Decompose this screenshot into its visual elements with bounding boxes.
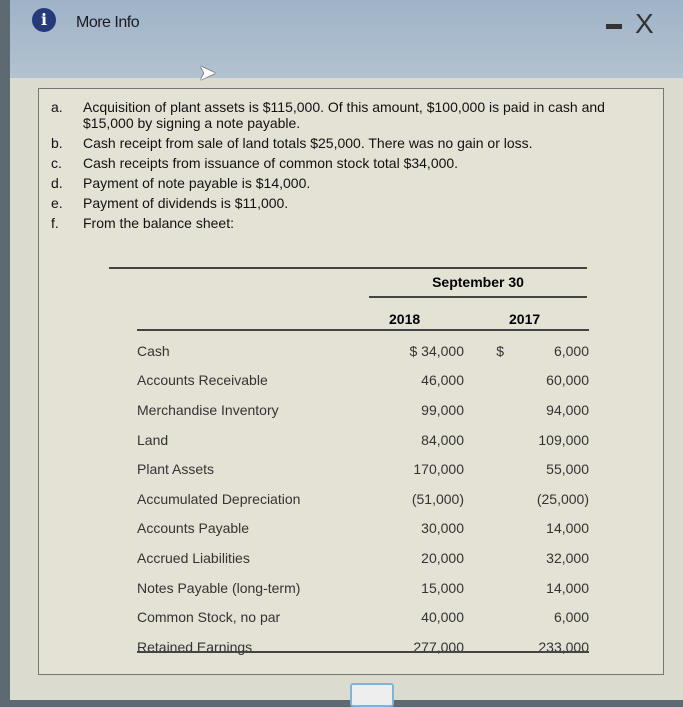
value-2018: (51,000)	[411, 490, 464, 507]
info-item	[51, 195, 651, 211]
divider	[137, 329, 589, 331]
value-2017: 60,000	[546, 372, 589, 389]
value-2017: (25,000)	[536, 490, 589, 507]
table-row	[137, 602, 589, 632]
table-row	[137, 366, 589, 396]
more-info-dialog	[10, 0, 683, 700]
value-2017: 233,000	[538, 638, 589, 655]
row-label: Common Stock, no par	[137, 609, 281, 626]
item-text: Payment of dividends is $11,000.	[83, 195, 289, 211]
balance-sheet-table	[137, 336, 589, 662]
currency-symbol	[464, 543, 504, 573]
item-text: From the balance sheet:	[83, 215, 234, 231]
currency-symbol	[464, 395, 504, 425]
info-item	[51, 155, 651, 171]
value-2018: 30,000	[421, 520, 464, 537]
row-label: Land	[137, 431, 169, 448]
currency-symbol: $	[496, 342, 504, 359]
currency-symbol	[464, 632, 504, 662]
value-2018: 15,000	[421, 579, 464, 596]
currency-symbol	[464, 573, 504, 603]
value-2018: 170,000	[413, 461, 464, 478]
year-header-2017: 2017	[509, 311, 541, 327]
item-text: Acquisition of plant assets is $115,000. Of this amount, $100,000 is paid in cash and $15,000 by signing a note payable.	[83, 99, 605, 131]
item-key: e.	[51, 195, 63, 211]
info-panel	[38, 88, 664, 675]
value-2017: 55,000	[546, 461, 589, 478]
divider	[369, 296, 587, 298]
period-header: September 30	[432, 274, 524, 290]
table-row	[137, 425, 589, 455]
row-label: Accumulated Depreciation	[137, 490, 301, 507]
table-row	[137, 543, 589, 573]
currency-symbol	[464, 425, 504, 455]
currency-symbol	[464, 602, 504, 632]
divider	[137, 651, 589, 653]
info-list	[51, 99, 651, 235]
info-item	[51, 175, 651, 191]
row-label: Accounts Receivable	[137, 372, 268, 389]
info-item	[51, 135, 651, 151]
row-label: Cash	[137, 342, 170, 359]
table-row	[137, 336, 589, 366]
value-2018: 20,000	[421, 549, 464, 566]
value-2018: 46,000	[421, 372, 464, 389]
row-label: Merchandise Inventory	[137, 401, 279, 418]
row-label: Plant Assets	[137, 461, 215, 478]
divider	[109, 267, 587, 269]
item-key: d.	[51, 175, 63, 191]
value-2018: $ 34,000	[409, 342, 464, 359]
item-key: f.	[51, 215, 59, 231]
value-2017: 94,000	[546, 401, 589, 418]
info-icon: i	[32, 8, 56, 32]
value-2017: 6,000	[553, 342, 589, 359]
value-2017: 14,000	[546, 520, 589, 537]
currency-symbol	[464, 514, 504, 544]
item-key: c.	[51, 155, 62, 171]
value-2018: 84,000	[421, 431, 464, 448]
minimize-button[interactable]	[606, 24, 622, 29]
row-label: Notes Payable (long-term)	[137, 579, 301, 596]
table-row	[137, 514, 589, 544]
value-2018: 277,000	[413, 638, 464, 655]
value-2018: 99,000	[421, 401, 464, 418]
value-2018: 40,000	[421, 609, 464, 626]
item-text: Payment of note payable is $14,000.	[83, 175, 311, 191]
currency-symbol	[464, 366, 504, 396]
currency-symbol	[464, 454, 504, 484]
ok-button[interactable]	[350, 683, 394, 707]
value-2017: 14,000	[546, 579, 589, 596]
info-item	[51, 215, 651, 231]
item-text: Cash receipts from issuance of common stock total $34,000.	[83, 155, 459, 171]
year-header-2018: 2018	[389, 311, 421, 327]
table-row	[137, 632, 589, 662]
value-2017: 32,000	[546, 549, 589, 566]
mouse-cursor-icon: ➤	[198, 60, 217, 85]
table-row	[137, 454, 589, 484]
item-key: a.	[51, 99, 63, 115]
info-item	[51, 99, 651, 131]
item-text: Cash receipt from sale of land totals $25,000. There was no gain or loss.	[83, 135, 533, 151]
dialog-title: More Info	[76, 14, 140, 31]
table-row	[137, 484, 589, 514]
table-row	[137, 573, 589, 603]
row-label: Accounts Payable	[137, 520, 250, 537]
close-button[interactable]: X	[635, 8, 654, 39]
item-key: b.	[51, 135, 63, 151]
row-label: Accrued Liabilities	[137, 549, 250, 566]
currency-symbol	[464, 484, 504, 514]
table-row	[137, 395, 589, 425]
value-2017: 6,000	[553, 609, 589, 626]
title-bar	[10, 0, 683, 78]
row-label: Retained Earnings	[137, 638, 253, 655]
value-2017: 109,000	[538, 431, 589, 448]
